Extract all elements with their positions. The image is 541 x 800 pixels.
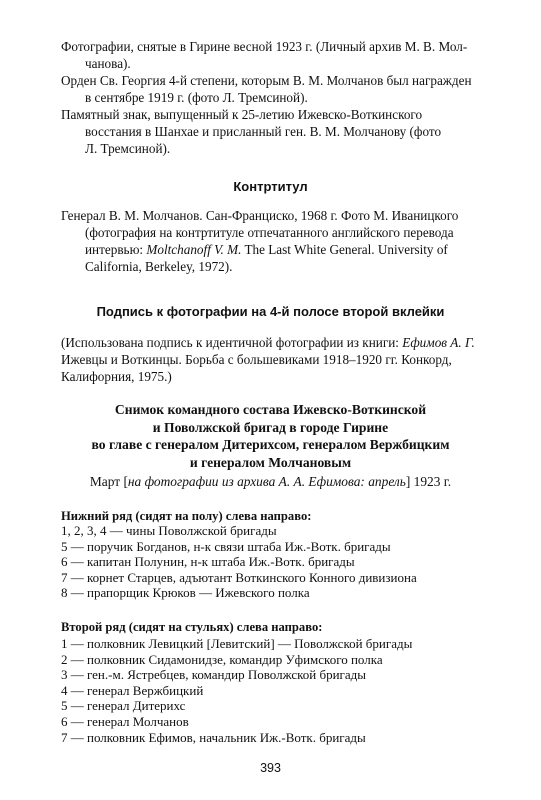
caption-line: Фотографии, снятые в Гирине весной 1923 г. (Личный архив М. В. Мол-	[61, 39, 468, 54]
kontrtitul-line: (фотография на контртитуле отпечатанного английского перевода	[85, 225, 454, 240]
caption-line: чанова).	[85, 56, 131, 71]
kontrtitul-entry	[61, 207, 491, 275]
caption-line: в сентябре 1919 г. (фото Л. Тремсиной).	[85, 90, 308, 105]
caption-entry-2	[61, 72, 491, 106]
kontrtitul-line: California, Berkeley, 1972).	[85, 259, 233, 274]
photo-title-line: и генералом Молчановым	[189, 454, 352, 470]
text-segment: The Last White General. University of	[241, 242, 448, 257]
caption-entry-3	[61, 106, 491, 157]
photo-title-line: и Поволжской бригад в городе Гирине	[152, 419, 389, 435]
text-segment: Март [	[89, 474, 128, 489]
photo-title-line: во главе с генералом Дитерихсом, генералом Вержбицким	[91, 437, 450, 452]
author-italic: Ефимов А. Г.	[402, 335, 475, 350]
photo-title	[40, 401, 501, 471]
second-row-heading: Второй ряд (сидят на стульях) слева направо:	[61, 620, 323, 634]
insert-caption-line	[61, 334, 491, 351]
list-item: 4 — генерал Вержбицкий	[61, 682, 204, 698]
bottom-row-heading: Нижний ряд (сидят на полу) слева направо:	[61, 509, 312, 523]
list-item: 3 — ген.-м. Ястребцев, командир Поволжской бригады	[61, 667, 366, 683]
list-item: 1 — полковник Левицкий [Левитский] — Поволжской бригады	[61, 636, 413, 651]
page-number: 393	[260, 761, 281, 775]
second-row-list	[61, 636, 412, 745]
caption-entry-1	[61, 38, 491, 72]
caption-line: восстания в Шанхае и присланный ген. В. М. Молчанову (фото	[85, 124, 442, 139]
insert-caption-line: Ижевцы и Воткинцы. Борьба с большевиками 1918–1920 гг. Конкорд,	[61, 352, 452, 367]
photo-date	[0, 474, 541, 490]
list-item: 7 — корнет Старцев, адъютант Воткинского Конного дивизиона	[61, 569, 417, 585]
list-item: 6 — капитан Полунин, н-к штаба Иж.-Вотк. бригады	[61, 554, 355, 570]
author-italic: Moltchanoff V. M.	[146, 242, 242, 257]
list-item: 2 — полковник Сидамонидзе, командир Уфимского полка	[61, 651, 383, 667]
caption-line: Л. Тремсиной).	[85, 141, 171, 156]
date-note-italic: на фотографии из архива А. А. Ефимова: апрель	[127, 474, 406, 489]
photo-title-line: Снимок командного состава Ижевско-Воткинской	[114, 402, 427, 417]
caption-line: Орден Св. Георгия 4-й степени, которым В. М. Молчанов был награжден	[61, 73, 472, 88]
kontrtitul-line	[61, 241, 491, 258]
kontrtitul-heading: Контртитул	[233, 179, 308, 194]
list-item: 5 — генерал Дитерихс	[61, 698, 186, 714]
caption-line: Памятный знак, выпущенный к 25-летию Ижевско-Воткинского	[61, 107, 423, 122]
bottom-row-list	[61, 523, 417, 601]
list-item: 8 — прапорщик Крюков — Ижевского полка	[61, 585, 310, 601]
list-item: 7 — полковник Ефимов, начальник Иж.-Вотк. бригады	[61, 729, 366, 745]
insert-caption-heading: Подпись к фотографии на 4-й полосе второй вклейки	[96, 304, 445, 319]
insert-caption-entry	[61, 334, 491, 385]
list-item: 5 — поручик Богданов, н-к связи штаба Иж.-Вотк. бригады	[61, 538, 391, 554]
kontrtitul-line: Генерал В. М. Молчанов. Сан-Франциско, 1968 г. Фото М. Ивaницкого	[61, 208, 459, 223]
text-segment: (Использована подпись к идентичной фотографии из книги:	[61, 335, 403, 350]
list-item: 1, 2, 3, 4 — чины Поволжской бригады	[61, 523, 277, 538]
insert-caption-line: Калифорния, 1975.)	[61, 369, 172, 384]
list-item: 6 — генерал Молчанов	[61, 713, 189, 729]
text-segment: ] 1923 г.	[405, 474, 452, 489]
text-segment: интервью:	[85, 242, 147, 257]
